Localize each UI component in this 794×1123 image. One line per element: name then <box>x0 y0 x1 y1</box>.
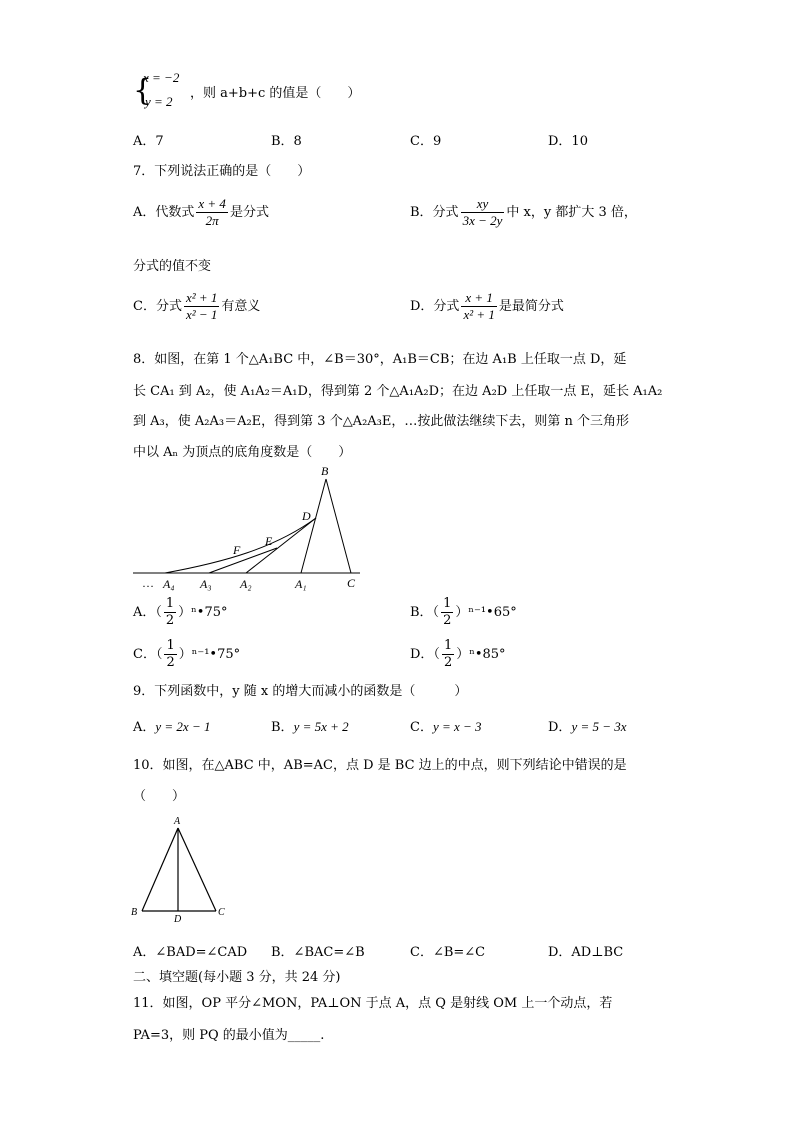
q8-seg-a3-e <box>209 548 277 573</box>
q8-figure <box>125 462 375 594</box>
q8-a-num: 1 <box>165 596 175 611</box>
q7-option-a[interactable] <box>133 196 269 229</box>
q7-b-post: 中 x，y 都扩大 3 倍， <box>506 205 637 220</box>
q8-option-d[interactable] <box>410 638 506 671</box>
q7-option-d[interactable] <box>410 290 564 323</box>
q8-d-tail: ）ⁿ•85° <box>456 647 506 662</box>
q8-option-c[interactable] <box>133 638 240 671</box>
section-title: 二、填空题(每小题 3 分，共 24 分) <box>133 970 341 985</box>
q10-label-a: A <box>174 816 181 827</box>
q8-line3: 到 A₃，使 A₂A₃＝A₂E，得到第 3 个△A₂A₃E，…按此做法继续下去，则第 n 个三角形 <box>133 414 630 429</box>
q8-option-b[interactable] <box>410 596 517 629</box>
q8-label-a4: A₄ <box>163 577 175 591</box>
q7-c-num: x² + 1 <box>185 290 218 305</box>
q7-b-den: 3x − 2y <box>462 213 503 228</box>
q8-line2: 长 CA₁ 到 A₂，使 A₁A₂＝A₁D，得到第 2 个△A₁A₂D；在边 A₂D 上任取一点 E，延长 A₁A₂ <box>133 384 663 399</box>
q9-stem: 9．下列函数中，y 随 x 的增大而减小的函数是（ ） <box>133 684 468 699</box>
q8-label-e: E <box>265 534 273 548</box>
q7-a-pre: A．代数式 <box>133 205 195 220</box>
q8-a-fraction <box>164 596 176 629</box>
q9-d-letter: D． <box>548 720 572 735</box>
q8-label-dots: … <box>142 576 154 590</box>
q10-side-ab <box>142 828 178 911</box>
q10-option-b[interactable]: B．∠BAC=∠B <box>271 945 365 960</box>
q7-d-post: 是最简分式 <box>498 299 564 314</box>
q8-b-num: 1 <box>443 596 452 611</box>
q10-line2: （ ） <box>133 789 186 804</box>
q8-option-a[interactable] <box>133 596 228 629</box>
q8-d-num: 1 <box>443 638 453 653</box>
q8-label-a1: A₁ <box>295 577 307 591</box>
q8-a-den: 2 <box>165 613 175 628</box>
q10-option-d[interactable]: D．AD⊥BC <box>548 945 624 960</box>
q11-line1: 11．如图，OP 平分∠MON，PA⊥ON 于点 A，点 Q 是射线 OM 上一个动点，若 <box>133 996 613 1011</box>
q9-b-letter: B． <box>271 720 294 735</box>
q8-curve <box>165 518 316 573</box>
brace-left-icon: { <box>133 73 153 108</box>
q7-b-fraction <box>461 196 505 229</box>
q7-c-pre: C．分式 <box>133 299 182 314</box>
q8-a-letter: A．（ <box>133 605 162 620</box>
q7-b-continuation: 分式的值不变 <box>133 259 212 274</box>
q9-c-letter: C． <box>410 720 433 735</box>
q8-c-num: 1 <box>166 638 175 653</box>
q9-c-expr: y = x − 3 <box>432 719 482 734</box>
q8-label-d: D <box>302 509 311 523</box>
q7-b-num: xy <box>476 196 489 211</box>
q8-d-den: 2 <box>443 655 453 670</box>
q6-option-d[interactable]: D．10 <box>548 134 588 149</box>
q9-option-d[interactable] <box>548 716 627 735</box>
q10-figure <box>128 814 238 926</box>
q7-b-pre: B．分式 <box>410 205 459 220</box>
q10-line1: 10．如图，在△ABC 中，AB=AC，点 D 是 BC 边上的中点，则下列结论中错误的是 <box>133 758 627 773</box>
q7-stem: 7．下列说法正确的是（ ） <box>133 164 311 179</box>
q9-option-c[interactable] <box>410 716 482 735</box>
q9-option-b[interactable] <box>271 716 349 735</box>
q7-option-b[interactable] <box>410 196 637 229</box>
q10-label-c: C <box>218 907 225 918</box>
q9-a-expr: y = 2x − 1 <box>155 719 211 734</box>
q8-a-tail: ）ⁿ•75° <box>178 605 228 620</box>
q8-seg-a2-d <box>246 518 316 573</box>
q8-label-a3: A₃ <box>200 577 212 591</box>
q10-label-d: D <box>174 914 182 925</box>
q7-c-fraction <box>184 290 219 323</box>
q7-a-post: 是分式 <box>229 205 269 220</box>
q6-option-b[interactable]: B．8 <box>271 134 302 149</box>
q8-seg-b-c <box>326 479 351 573</box>
q8-b-letter: B．（ <box>410 605 440 620</box>
q7-a-den: 2π <box>196 212 228 229</box>
q10-option-c[interactable]: C．∠B=∠C <box>410 945 486 960</box>
q6-system-line2: y = 2 <box>145 94 173 109</box>
q9-option-a[interactable] <box>133 716 210 735</box>
q8-c-den: 2 <box>166 655 175 670</box>
q8-label-b: B <box>321 464 329 478</box>
q6-option-c[interactable]: C．9 <box>410 134 442 149</box>
q7-a-fraction <box>196 196 228 229</box>
q8-label-a2: A₂ <box>240 577 252 591</box>
q10-side-ac <box>178 828 216 911</box>
q7-d-den: x² + 1 <box>463 307 495 322</box>
q8-label-f: F <box>233 543 241 557</box>
q8-b-tail: ）ⁿ⁻¹•65° <box>455 605 517 620</box>
q8-line1: 8．如图，在第 1 个△A₁BC 中，∠B＝30°，A₁B＝CB；在边 A₁B 上任取一点 D，延 <box>133 352 627 367</box>
q7-option-c[interactable] <box>133 290 260 323</box>
q8-b-den: 2 <box>443 613 452 628</box>
q8-d-letter: D．（ <box>410 647 440 662</box>
q9-d-expr: y = 5 − 3x <box>571 719 627 734</box>
q7-d-pre: D．分式 <box>410 299 460 314</box>
q7-c-post: 有意义 <box>221 299 261 314</box>
q7-d-num: x + 1 <box>465 290 493 305</box>
q7-c-den: x² − 1 <box>185 307 218 322</box>
q10-label-b: B <box>131 907 138 918</box>
q8-c-letter: C．（ <box>133 647 163 662</box>
q6-system-line1: x = −2 <box>143 70 180 85</box>
q8-c-fraction <box>164 638 176 671</box>
q8-b-fraction <box>441 596 453 629</box>
q8-label-c: C <box>347 576 356 590</box>
q8-d-fraction <box>442 638 454 671</box>
q9-a-letter: A． <box>133 720 156 735</box>
q9-b-expr: y = 5x + 2 <box>293 719 349 734</box>
q11-line2: PA=3，则 PQ 的最小值为_____. <box>133 1028 325 1043</box>
q10-option-a[interactable]: A．∠BAD=∠CAD <box>133 945 248 960</box>
q6-text: ，则 a+b+c 的值是（ ） <box>190 86 361 101</box>
q7-a-num: x + 4 <box>198 196 226 211</box>
q6-option-a[interactable]: A．7 <box>133 134 164 149</box>
q8-c-tail: ）ⁿ⁻¹•75° <box>178 647 241 662</box>
q8-line4: 中以 Aₙ 为顶点的底角度数是（ ） <box>133 445 352 460</box>
q7-d-fraction <box>461 290 496 323</box>
